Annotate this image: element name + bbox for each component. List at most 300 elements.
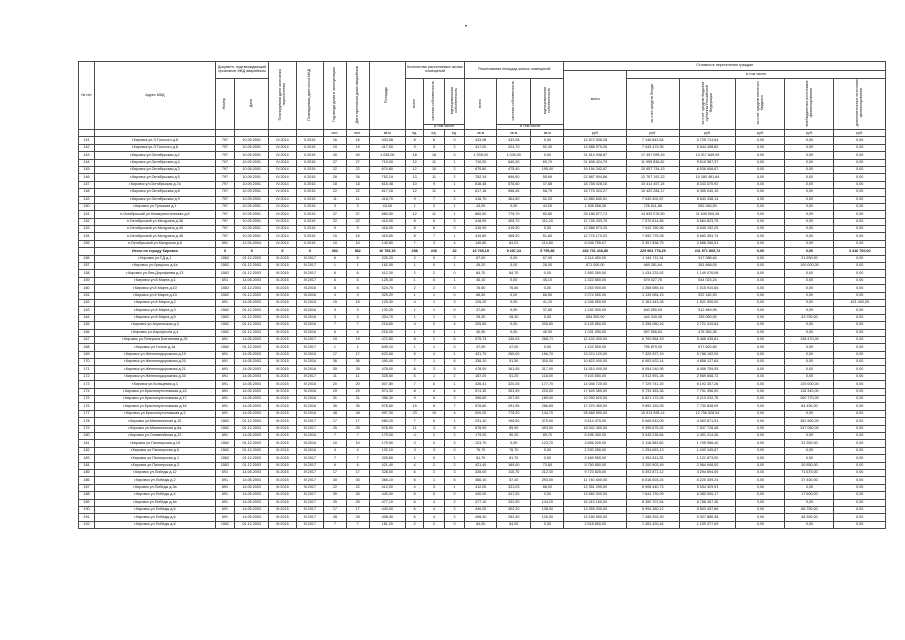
- table-cell: 0,00: [531, 447, 564, 454]
- table-cell: III.2015: [269, 403, 296, 410]
- table-cell: 7: [323, 322, 346, 329]
- table-row: [79, 514, 886, 521]
- address-cell: п.Октябрьский ул.Мичурина д.48: [94, 233, 215, 240]
- table-cell: 368,20: [497, 233, 531, 240]
- table-cell: 30 550,00: [785, 462, 834, 469]
- table-cell: 1: [444, 189, 465, 196]
- col-document: Документ, подтверждающий признание МКД аварийным: [215, 62, 269, 79]
- table-cell: 472,80: [369, 336, 405, 343]
- table-cell: 5: [406, 492, 424, 499]
- table-cell: 6: [444, 336, 465, 343]
- table-cell: 3: [424, 425, 445, 432]
- table-cell: 3: [424, 240, 445, 247]
- table-cell: 0,00: [736, 181, 785, 188]
- table-cell: 0,00: [736, 299, 785, 306]
- table-cell: 12 688 973,25: [564, 226, 627, 233]
- table-cell: III.2015: [269, 255, 296, 262]
- table-cell: 12 688 979,26: [564, 144, 627, 151]
- table-cell: 15: [346, 233, 369, 240]
- table-cell: 2: [444, 499, 465, 506]
- table-cell: 158: [79, 270, 95, 277]
- table-cell: 9 398 675,52: [627, 425, 679, 432]
- table-cell: 182: [79, 447, 95, 454]
- table-cell: 14.05.2003: [235, 492, 269, 499]
- table-cell: III.2015: [269, 418, 296, 425]
- table-cell: 169: [79, 351, 95, 358]
- table-cell: 12 090 520,00: [564, 396, 627, 403]
- table-cell: 27: [323, 159, 346, 166]
- table-row: [79, 255, 886, 262]
- table-cell: III.2015: [269, 344, 296, 351]
- table-cell: 0,00: [785, 292, 834, 299]
- table-cell: 366,10: [369, 477, 405, 484]
- table-cell: 16: [346, 137, 369, 144]
- table-cell: 797: [215, 152, 234, 159]
- col-cost-add: дополнительные источники финансирования: [834, 79, 886, 130]
- col-doc-number: Номер: [215, 79, 234, 130]
- table-cell: 421,40: [369, 462, 405, 469]
- table-cell: IV.2016: [296, 403, 323, 410]
- table-cell: 152: [79, 218, 95, 225]
- col-planned-demolition: Планируемая дата сноса МКД: [296, 62, 323, 130]
- table-cell: 797: [215, 226, 234, 233]
- table-cell: 5 468 435,81: [679, 336, 736, 343]
- table-cell: 37 450,00: [785, 477, 834, 484]
- table-cell: 469 281,64: [627, 263, 679, 270]
- table-row: [79, 425, 886, 432]
- table-cell: 162: [79, 299, 95, 306]
- table-cell: 0: [444, 314, 465, 321]
- table-cell: 25: [346, 425, 369, 432]
- table-cell: 11: [424, 211, 445, 218]
- table-cell: 0,00: [785, 233, 834, 240]
- table-cell: 617,16: [465, 189, 497, 196]
- table-cell: 01.12.2003: [235, 263, 269, 270]
- unit-cell: [269, 130, 296, 137]
- table-cell: IV.2017: [296, 255, 323, 262]
- table-row: [79, 322, 886, 329]
- table-cell: 40: [346, 152, 369, 159]
- table-cell: 0: [444, 137, 465, 144]
- table-cell: 14 510 000,00: [564, 366, 627, 373]
- table-cell: 5 220 309,24: [679, 477, 736, 484]
- address-cell: г.Кировск ул.Кольцевая д.1: [94, 381, 215, 388]
- table-cell: 0,00: [785, 211, 834, 218]
- col-rooms: Количество расселяемых жилых помещений: [406, 62, 465, 79]
- table-cell: 412,00: [369, 484, 405, 491]
- table-cell: 375,00: [531, 418, 564, 425]
- table-cell: 0,00: [834, 514, 886, 521]
- col-cost-in-that: в том числе: [627, 71, 886, 79]
- table-cell: 14.05.2003: [235, 514, 269, 521]
- table-cell: 775,20: [497, 410, 531, 417]
- table-cell: 26 188 577,74: [564, 211, 627, 218]
- table-cell: IV.2017: [296, 336, 323, 343]
- table-cell: 20: [323, 381, 346, 388]
- table-cell: 8: [406, 233, 424, 240]
- table-cell: IV.2017: [296, 263, 323, 270]
- table-cell: 3 316 700,00: [834, 248, 886, 255]
- table-cell: 0,00: [785, 351, 834, 358]
- table-cell: 30: [346, 492, 369, 499]
- table-cell: 12 683 840,51: [564, 196, 627, 203]
- table-cell: 6: [323, 255, 346, 262]
- table-cell: 7: [323, 433, 346, 440]
- table-cell: 100 000,00: [785, 263, 834, 270]
- table-cell: 4: [406, 299, 424, 306]
- address-cell: г.Кировск ул.Октябрьская д.4: [94, 159, 215, 166]
- table-cell: 6 080 000,17: [679, 492, 736, 499]
- table-cell: 76,60: [465, 285, 497, 292]
- table-cell: 147: [79, 181, 95, 188]
- address-cell: г.Кировск ул.Гоголя д.1а: [94, 344, 215, 351]
- table-cell: 679 027,76: [627, 277, 679, 284]
- table-cell: 426,41: [465, 381, 497, 388]
- table-cell: 0,00: [834, 418, 886, 425]
- table-cell: 5 682 394,74: [679, 233, 736, 240]
- table-cell: 0,00: [497, 255, 531, 262]
- table-cell: 691: [215, 484, 234, 491]
- table-cell: 17: [346, 469, 369, 476]
- table-cell: 12 707 192,22: [627, 174, 679, 181]
- table-cell: 189: [79, 499, 95, 506]
- table-cell: 20: [346, 381, 369, 388]
- table-row: [79, 484, 886, 491]
- table-cell: 57,40: [497, 477, 531, 484]
- table-cell: 6 046 755,07: [564, 240, 627, 247]
- table-cell: 189,00: [531, 396, 564, 403]
- table-row: [79, 189, 886, 196]
- table-cell: 440,00: [465, 492, 497, 499]
- table-cell: [79, 248, 95, 255]
- table-cell: 4: [444, 322, 465, 329]
- table-cell: 0,00: [736, 373, 785, 380]
- table-cell: 2: [444, 373, 465, 380]
- table-cell: 1: [444, 233, 465, 240]
- table-cell: IV.2016: [296, 366, 323, 373]
- table-cell: 9 652 152,05: [627, 403, 679, 410]
- table-cell: 0,00: [785, 159, 834, 166]
- table-cell: 2 618 800,00: [564, 521, 627, 528]
- table-cell: 51,20: [497, 373, 531, 380]
- table-cell: 1562: [215, 425, 234, 432]
- table-cell: 14.05.2003: [235, 410, 269, 417]
- table-cell: IV.2017: [296, 506, 323, 513]
- table-cell: 17 600,00: [785, 492, 834, 499]
- table-cell: 1562: [215, 418, 234, 425]
- table-cell: 0: [444, 447, 465, 454]
- table-cell: 0,00: [834, 344, 886, 351]
- table-cell: 797: [215, 166, 234, 173]
- table-cell: 3: [424, 469, 445, 476]
- table-cell: IV.2017: [296, 455, 323, 462]
- address-cell: г.Кировск ул.Краснопутиловская д.17: [94, 396, 215, 403]
- unit-cell: руб.: [627, 130, 679, 137]
- table-cell: 28: [323, 514, 346, 521]
- table-cell: III.2016: [296, 285, 323, 292]
- table-cell: 138 470,00: [785, 336, 834, 343]
- address-cell: г.Кировск ул.Олимпийская д.32: [94, 433, 215, 440]
- table-cell: 0: [424, 440, 445, 447]
- table-cell: 854 300,00: [564, 314, 627, 321]
- table-cell: 51,60: [531, 233, 564, 240]
- table-cell: 0,00: [834, 403, 886, 410]
- table-cell: 0,00: [736, 203, 785, 210]
- address-cell: г.Кировск ул.Аэрофлота д.4: [94, 329, 215, 336]
- table-cell: 6: [424, 418, 445, 425]
- table-cell: 45,10: [465, 277, 497, 284]
- table-cell: 4: [346, 447, 369, 454]
- table-cell: 247 060,00: [785, 425, 834, 432]
- table-cell: 0,00: [736, 292, 785, 299]
- table-cell: 3: [444, 299, 465, 306]
- table-cell: 5: [406, 373, 424, 380]
- table-cell: 14.05.2003: [235, 484, 269, 491]
- table-cell: 710,00: [465, 159, 497, 166]
- table-cell: 3: [323, 203, 346, 210]
- table-cell: 0,00: [785, 366, 834, 373]
- table-cell: 1: [444, 351, 465, 358]
- table-cell: 7 537 728,46: [679, 425, 736, 432]
- table-cell: III.2016: [296, 307, 323, 314]
- table-cell: 1: [424, 477, 445, 484]
- table-cell: III.2016: [296, 329, 323, 336]
- table-cell: 0,00: [736, 196, 785, 203]
- table-cell: 125,30: [369, 277, 405, 284]
- address-cell: г.Кировск ул.Победы д.8: [94, 521, 215, 528]
- table-cell: 84,00: [497, 521, 531, 528]
- table-cell: 1: [444, 203, 465, 210]
- table-cell: IV.2017: [296, 469, 323, 476]
- table-cell: 0,00: [736, 410, 785, 417]
- col-rooms-private: частная собственность: [424, 79, 445, 125]
- table-cell: 381 668,05: [679, 263, 736, 270]
- address-cell: г.Кировск ул.8 Марта д.9: [94, 314, 215, 321]
- table-cell: 89,70: [531, 433, 564, 440]
- table-cell: 2: [406, 521, 424, 528]
- table-cell: 15: [346, 299, 369, 306]
- table-cell: III.2015: [269, 410, 296, 417]
- table-cell: 161,05: [497, 366, 531, 373]
- table-cell: III.2015: [269, 388, 296, 395]
- table-cell: 26: [346, 174, 369, 181]
- table-cell: 416,70: [369, 196, 405, 203]
- table-cell: 0: [424, 322, 445, 329]
- table-cell: 2: [424, 433, 445, 440]
- table-cell: II.2015: [296, 233, 323, 240]
- table-cell: III.2015: [269, 440, 296, 447]
- table-cell: 01.12.2003: [235, 455, 269, 462]
- table-cell: 111,20: [531, 218, 564, 225]
- table-cell: 1: [444, 381, 465, 388]
- col-doc-date: Дата: [235, 79, 269, 130]
- table-cell: 797: [215, 233, 234, 240]
- table-cell: 8: [323, 285, 346, 292]
- table-cell: 328,00: [369, 469, 405, 476]
- table-cell: 71 675,00: [785, 469, 834, 476]
- table-cell: 0: [444, 492, 465, 499]
- table-cell: 328,00: [465, 469, 497, 476]
- table-cell: 0,00: [531, 226, 564, 233]
- address-cell: г.Кировск ул.Л.Толстого д.6: [94, 137, 215, 144]
- table-cell: 0,00: [736, 137, 785, 144]
- table-cell: 3 856 200,00: [564, 440, 627, 447]
- col-year-built: Год ввода дома в эксплуатацию: [323, 62, 346, 130]
- table-cell: 7: [346, 521, 369, 528]
- table-cell: 997,30: [369, 410, 405, 417]
- table-cell: 16 765,19: [369, 248, 405, 255]
- table-cell: 582 046,50: [679, 203, 736, 210]
- table-cell: 15: [323, 233, 346, 240]
- table-cell: 2 330 356,00: [564, 447, 627, 454]
- table-cell: 0,00: [497, 440, 531, 447]
- table-cell: 01.12.2003: [235, 314, 269, 321]
- table-row: [79, 440, 886, 447]
- table-cell: 616,48: [369, 181, 405, 188]
- table-cell: 493,00: [531, 425, 564, 432]
- table-cell: 155: [79, 240, 95, 247]
- table-cell: 0,00: [834, 388, 886, 395]
- table-cell: 5 927 886,38: [679, 514, 736, 521]
- table-cell: 172: [79, 373, 95, 380]
- table-cell: 2 118 583,60: [627, 440, 679, 447]
- table-cell: 416,90: [369, 218, 405, 225]
- table-cell: 0,00: [785, 218, 834, 225]
- table-row: [79, 181, 886, 188]
- table-cell: III.2016: [296, 314, 323, 321]
- table-cell: 10: [346, 440, 369, 447]
- table-cell: 670,80: [465, 166, 497, 173]
- table-cell: 2: [444, 514, 465, 521]
- table-cell: 207,50: [497, 396, 531, 403]
- table-cell: 0,00: [736, 152, 785, 159]
- col-area-in-that: в том числе: [497, 124, 564, 130]
- table-cell: 205,60: [531, 322, 564, 329]
- table-cell: 0,00: [736, 189, 785, 196]
- table-cell: 0,00: [834, 477, 886, 484]
- col-cost: Стоимость переселения граждан: [564, 62, 886, 71]
- table-cell: 1 453 420,44: [627, 521, 679, 528]
- table-cell: 691: [215, 336, 234, 343]
- table-cell: 01.12.2003: [235, 344, 269, 351]
- table-cell: 118 340,00: [785, 388, 834, 395]
- table-cell: 691: [215, 277, 234, 284]
- table-cell: 0,00: [834, 322, 886, 329]
- table-cell: 40: [323, 152, 346, 159]
- table-cell: 691: [215, 351, 234, 358]
- table-cell: 578,60: [465, 403, 497, 410]
- address-cell: г.Кировск ул.Генерала Бахтинова д.25: [94, 336, 215, 343]
- table-cell: 35: [323, 366, 346, 373]
- table-cell: 1: [406, 263, 424, 270]
- table-cell: IV.2014: [269, 240, 296, 247]
- table-cell: 10.09.2001: [235, 203, 269, 210]
- table-cell: 0,00: [497, 292, 531, 299]
- table-cell: 19 194 342,87: [564, 166, 627, 173]
- table-cell: 0,00: [834, 381, 886, 388]
- table-cell: IV.2014: [269, 196, 296, 203]
- table-cell: 7: [406, 418, 424, 425]
- table-cell: 144,20: [531, 499, 564, 506]
- table-cell: 30: [346, 477, 369, 484]
- table-cell: 26,20: [465, 263, 497, 270]
- table-cell: 18 758 028,16: [564, 181, 627, 188]
- table-cell: 0: [424, 329, 445, 336]
- table-cell: IV.2017: [296, 521, 323, 528]
- table-cell: 0,00: [834, 152, 886, 159]
- table-cell: 11: [346, 196, 369, 203]
- table-cell: 81,70: [465, 455, 497, 462]
- table-cell: 5 534 329,93: [679, 484, 736, 491]
- table-cell: 7 791 956,00: [679, 388, 736, 395]
- table-cell: 0,00: [785, 277, 834, 284]
- table-cell: 22: [346, 484, 369, 491]
- table-cell: 476 363,36: [679, 329, 736, 336]
- table-cell: 1: [444, 418, 465, 425]
- col-area-rooms: Расселяемая площадь жилых помещений: [465, 62, 564, 79]
- table-cell: 0,00: [785, 226, 834, 233]
- table-cell: 22: [346, 218, 369, 225]
- table-cell: 29: [323, 388, 346, 395]
- table-cell: 1562: [215, 263, 234, 270]
- table-cell: 157: [79, 263, 95, 270]
- table-row: [79, 240, 886, 247]
- table-cell: 1: [424, 307, 445, 314]
- address-cell: г.Кировск ул.Краснопутиловская д.15: [94, 388, 215, 395]
- table-cell: 196,50: [497, 418, 531, 425]
- table-cell: 10.09.2001: [235, 226, 269, 233]
- table-cell: 01.12.2003: [235, 322, 269, 329]
- table-cell: III.2015: [269, 270, 296, 277]
- table-cell: 188: [79, 492, 95, 499]
- table-cell: 616,48: [465, 181, 497, 188]
- table-cell: 01.12.2003: [235, 285, 269, 292]
- table-cell: 325,20: [369, 292, 405, 299]
- table-cell: 0,00: [785, 329, 834, 336]
- table-cell: 9: [323, 226, 346, 233]
- table-cell: 1562: [215, 447, 234, 454]
- table-cell: 6: [444, 359, 465, 366]
- table-cell: 2: [424, 462, 445, 469]
- table-cell: 11 740 400,00: [564, 477, 627, 484]
- table-cell: 0,00: [736, 336, 785, 343]
- table-cell: 7 070 614,86: [627, 218, 679, 225]
- table-cell: 691: [215, 410, 234, 417]
- table-cell: 0,00: [736, 433, 785, 440]
- table-cell: 3: [346, 203, 369, 210]
- table-cell: 286,65: [531, 403, 564, 410]
- table-cell: 0,00: [834, 314, 886, 321]
- table-cell: 73,80: [531, 462, 564, 469]
- table-cell: 144: [79, 159, 95, 166]
- table-cell: 710,00: [369, 159, 405, 166]
- table-cell: 3: [406, 447, 424, 454]
- table-cell: 12: [406, 189, 424, 196]
- address-cell: г.Кировск ул.Октябрьская д.9: [94, 196, 215, 203]
- table-cell: 3: [424, 447, 445, 454]
- table-cell: 0,00: [785, 359, 834, 366]
- table-cell: 691: [215, 499, 234, 506]
- table-cell: IV.2016: [296, 396, 323, 403]
- table-cell: 440,00: [465, 506, 497, 513]
- table-cell: IV.2017: [296, 425, 323, 432]
- table-cell: 1: [424, 373, 445, 380]
- page-dot: •: [465, 24, 468, 30]
- table-cell: 797: [215, 211, 234, 218]
- table-cell: 325,20: [369, 255, 405, 262]
- table-cell: 3: [444, 440, 465, 447]
- table-cell: III.2015: [269, 263, 296, 270]
